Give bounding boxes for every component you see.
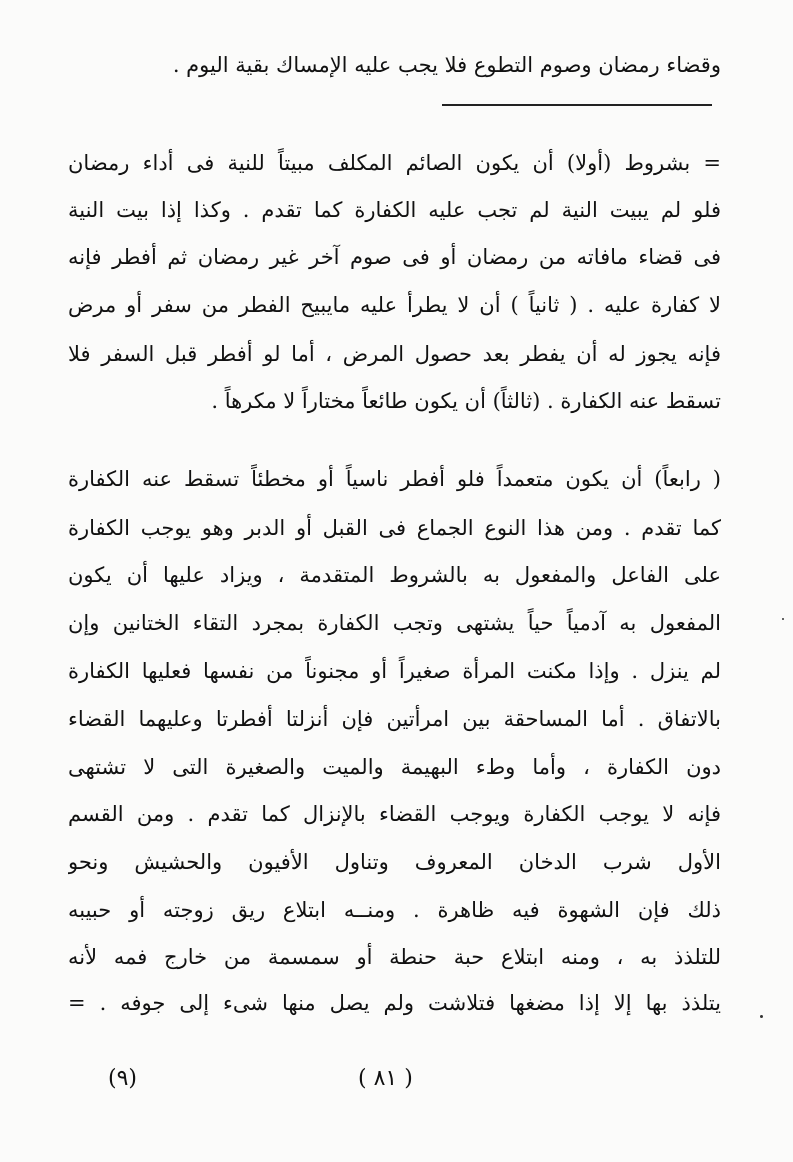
paragraph-line: فإنه يجوز له أن يفطر بعد حصول المرض ، أما لو أفطر قبل السفر فلا — [68, 342, 721, 366]
paragraph-line: بالاتفاق . أما المساحقة بين امرأتين فإن أنزلتا أفطرتا وعليهما القضاء — [68, 707, 721, 731]
paragraph-line: يتلذذ بها إلا إذا مضغها فتلاشت ولم يصل منها شىء إلى جوفه . = — [68, 991, 721, 1015]
paragraph-line: لم ينزل . وإذا مكنت المرأة صغيراً أو مجنوناً من نفسها فعليها الكفارة — [68, 659, 721, 683]
paragraph-line: فلو لم يبيت النية لم تجب عليه الكفارة كما تقدم . وكذا إذا بيت النية — [68, 198, 721, 222]
paragraph-line: للتلذذ به ، ومنه ابتلاع حبة حنطة أو سمسمة من خارج فمه لأنه — [68, 945, 721, 969]
signature-number: (٩) — [108, 1066, 138, 1091]
continuation-line: وقضاء رمضان وصوم التطوع فلا يجب عليه الإمساك بقية اليوم . — [172, 53, 721, 77]
paragraph-line: على الفاعل والمفعول به بالشروط المتقدمة ، ويزاد عليها أن يكون — [68, 563, 721, 587]
paragraph-line: تسقط عنه الكفارة . (ثالثاً) أن يكون طائعاً مختاراً لا مكرهاً . — [211, 389, 721, 413]
paragraph-line: ذلك فإن الشهوة فيه ظاهرة . ومنــه ابتلاع ريق زوجته أو حبيبه — [68, 898, 721, 922]
paragraph-line: فإنه لا يوجب الكفارة ويوجب القضاء بالإنزال كما تقدم . ومن القسم — [68, 802, 721, 826]
paragraph-line: = بشروط (أولا) أن يكون الصائم المكلف مبيتاً للنية فى أداء رمضان — [68, 151, 721, 175]
footnote-separator-rule — [442, 104, 712, 106]
scan-speck — [782, 618, 784, 620]
page-number: ( ٨١ ) — [358, 1066, 413, 1091]
paragraph-line: ( رابعاً) أن يكون متعمداً فلو أفطر ناسياً أو مخطئاً تسقط عنه الكفارة — [68, 467, 721, 491]
paragraph-line: المفعول به آدمياً حياً يشتهى وتجب الكفارة بمجرد التقاء الختانين وإن — [68, 611, 721, 635]
paragraph-line: لا كفارة عليه . ( ثانياً ) أن لا يطرأ عليه مايبيح الفطر من سفر أو مرض — [68, 293, 721, 317]
paragraph-line: كما تقدم . ومن هذا النوع الجماع فى القبل أو الدبر وهو يوجب الكفارة — [68, 516, 721, 540]
paragraph-line: دون الكفارة ، وأما وطء البهيمة والميت والصغيرة التى لا تشتهى — [68, 755, 721, 779]
scan-speck — [760, 1015, 763, 1018]
paragraph-line: فى قضاء مافاته من رمضان أو فى صوم آخر غير رمضان ثم أفطر فإنه — [68, 245, 721, 269]
paragraph-line: الأول شرب الدخان المعروف وتناول الأفيون والحشيش ونحو — [68, 850, 721, 874]
